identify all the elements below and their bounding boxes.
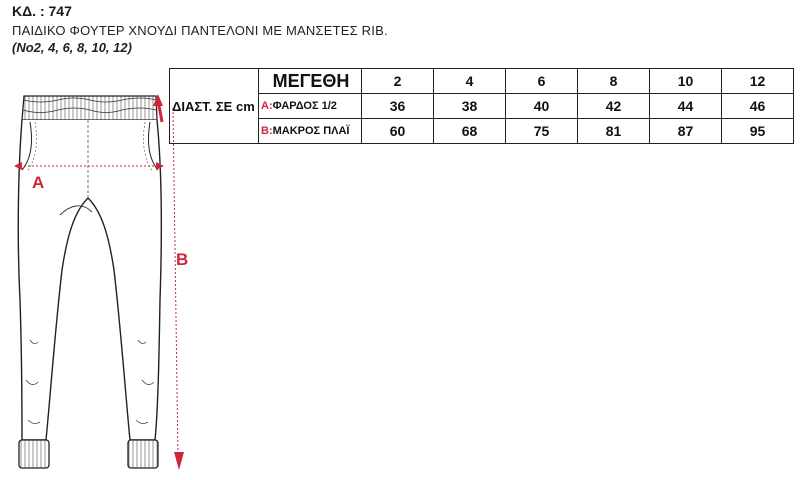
value-cell: 40 — [506, 94, 578, 119]
size-cell: 6 — [506, 69, 578, 94]
size-cell: 2 — [362, 69, 434, 94]
value-cell: 87 — [650, 119, 722, 144]
value-cell: 60 — [362, 119, 434, 144]
value-cell: 46 — [722, 94, 794, 119]
size-header-row — [170, 69, 794, 94]
size-chart-table — [169, 68, 794, 144]
value-cell: 75 — [506, 119, 578, 144]
dims-label: ΔΙΑΣΤ. ΣΕ cm — [170, 94, 259, 119]
size-cell: 10 — [650, 69, 722, 94]
value-cell: 95 — [722, 119, 794, 144]
value-cell: 36 — [362, 94, 434, 119]
row-label-length: ΜΑΚΡΟΣ ΠΛΑΪ — [272, 125, 350, 137]
right-cuff — [128, 440, 158, 468]
row-width — [170, 94, 794, 119]
measure-a-label: A — [32, 173, 45, 192]
left-cuff — [19, 440, 49, 468]
value-cell: 68 — [434, 119, 506, 144]
pants-outline — [18, 120, 161, 440]
product-title: ΠΑΙΔΙΚΟ ΦΟΥΤΕΡ ΧΝΟΥΔΙ ΠΑΝΤΕΛΟΝΙ ΜΕ ΜΑΝΣΕΤΕΣ RIB. — [12, 23, 388, 38]
measure-b-label: B — [176, 250, 189, 269]
value-cell: 42 — [578, 94, 650, 119]
size-cell: 12 — [722, 69, 794, 94]
row-key-a: A: — [261, 100, 273, 112]
value-cell: 81 — [578, 119, 650, 144]
value-cell: 38 — [434, 94, 506, 119]
size-cell: 4 — [434, 69, 506, 94]
row-label-width: ΦΑΡΔΟΣ 1/2 — [272, 100, 337, 112]
row-length — [170, 119, 794, 144]
sizes-header-label: ΜΕΓΕΘΗ — [259, 69, 362, 94]
size-cell: 8 — [578, 69, 650, 94]
product-code: ΚΔ. : 747 — [12, 3, 72, 19]
available-sizes: (No2, 4, 6, 8, 10, 12) — [12, 40, 132, 55]
value-cell: 44 — [650, 94, 722, 119]
row-key-b: B: — [261, 125, 273, 137]
